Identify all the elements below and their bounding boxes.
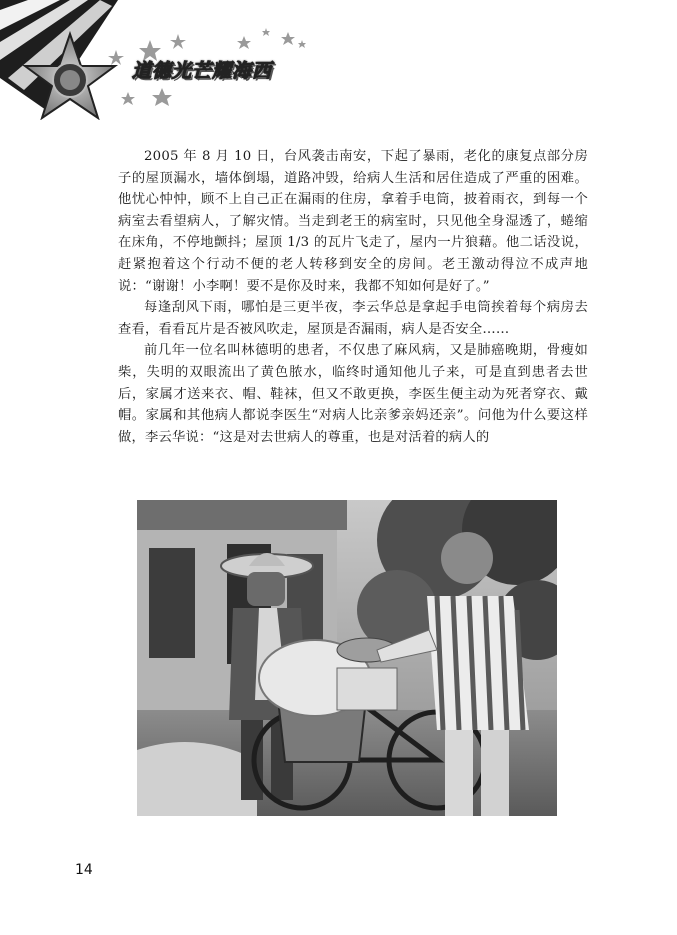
paragraph: 每逢刮风下雨，哪怕是三更半夜，李云华总是拿起手电筒挨着每个病房去查看，看看瓦片是否被风吹走，屋顶是否漏雨，病人是否安全…… [118, 300, 588, 337]
section-title: 道德光芒耀海西 [132, 60, 273, 82]
photo-doctor-and-patient [137, 500, 557, 816]
article-photo [137, 500, 557, 816]
page-header [0, 0, 677, 120]
medal-emblem-icon [0, 0, 677, 120]
paragraph: 前几年一位名叫林德明的患者，不仅患了麻风病，又是肺癌晚期，骨瘦如柴，失明的双眼流出了黄色脓水，临终时通知他儿子来，可是直到患者去世后，家属才送来衣、帽、鞋袜，但又不敢更换，李医生便主动为死者穿衣、戴帽。家属和其他病人都说李医生“对病人比亲爹亲妈还亲”。问他为什么要这样做，李云华说：“这是对去世病人的尊重，也是对活着的病人的 [118, 343, 588, 445]
paragraph: 2005 年 8 月 10 日，台风袭击南安，下起了暴雨，老化的康复点部分房子的屋顶漏水，墙体倒塌，道路冲毁，给病人生活和居住造成了严重的困难。他忧心忡忡，顾不上自己正在漏雨的住房，拿着手电筒，披着雨衣，到每一个病室去看望病人，了解灾情。当走到老王的病室时，只见他全身湿透了，蜷缩在床角，不停地颤抖；屋顶 1/3 的瓦片飞走了，屋内一片狼藉。他二话没说，赶紧抱着这个行动不便的老人转移到安全的房间。老王激动得泣不成声地说：“谢谢！小李啊！要不是你及时来，我都不知如何是好了。” [118, 149, 588, 294]
page-number: 14 [75, 862, 93, 878]
article-body [118, 146, 588, 448]
